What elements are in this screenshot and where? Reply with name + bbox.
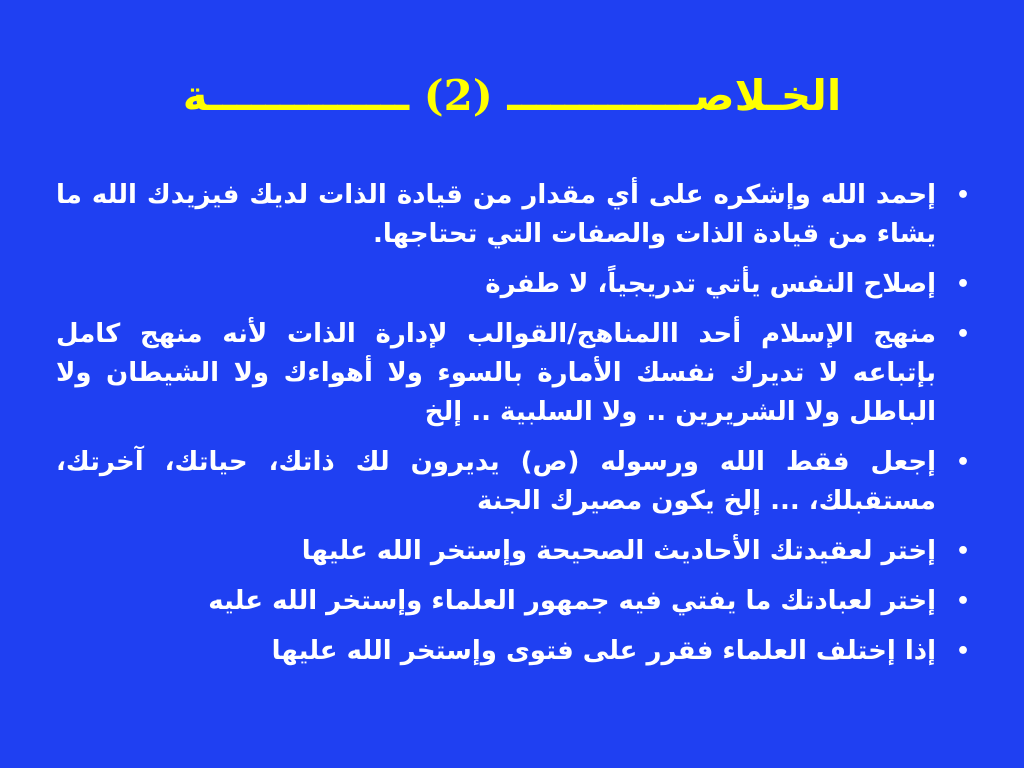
bullet-text: إحمد الله وإشكره على أي مقدار من قيادة الذات لديك فيزيدك الله ما يشاء من قيادة الذات والصفات التي تحتاجها.: [56, 180, 936, 249]
bullet-item: [56, 443, 978, 521]
bullet-icon: •: [955, 450, 970, 475]
bullet-item: [56, 632, 978, 671]
bullet-icon: •: [955, 322, 970, 347]
slide-title: الخـلاصـــــــــــــ (2) ــــــــــــــة: [182, 71, 842, 120]
bullet-icon: •: [955, 183, 970, 208]
bullet-item: [56, 582, 978, 621]
bullet-text: منهج الإسلام أحد االمناهج/القوالب لإدارة الذات لأنه منهج كامل بإتباعه لا تديرك نفسك الأمارة بالسوء ولا أهواءك ولا الشيطان ولا الباطل ولا الشريرين .. ولا السلبية .. إلخ: [56, 319, 936, 427]
bullet-text: إصلاح النفس يأتي تدريجياً، لا طفرة: [485, 269, 936, 299]
bullet-item: [56, 532, 978, 571]
bullet-text: إختر لعقيدتك الأحاديث الصحيحة وإستخر الله عليها: [301, 536, 936, 566]
bullet-icon: •: [955, 589, 970, 614]
bullet-item: [56, 265, 978, 304]
bullet-icon: •: [955, 539, 970, 564]
bullet-item: [56, 315, 978, 432]
bullet-text: إذا إختلف العلماء فقرر على فتوى وإستخر الله عليها: [271, 636, 936, 666]
bullet-icon: •: [955, 639, 970, 664]
bullet-item: [56, 176, 978, 254]
bullet-text: إجعل فقط الله ورسوله (ص) يديرون لك ذاتك، حياتك، آخرتك، مستقبلك، ... إلخ يكون مصيرك الجنة: [56, 447, 936, 516]
bullet-list: [56, 176, 978, 752]
bullet-icon: •: [955, 272, 970, 297]
bullet-text: إختر لعبادتك ما يفتي فيه جمهور العلماء وإستخر الله عليه: [208, 586, 936, 616]
